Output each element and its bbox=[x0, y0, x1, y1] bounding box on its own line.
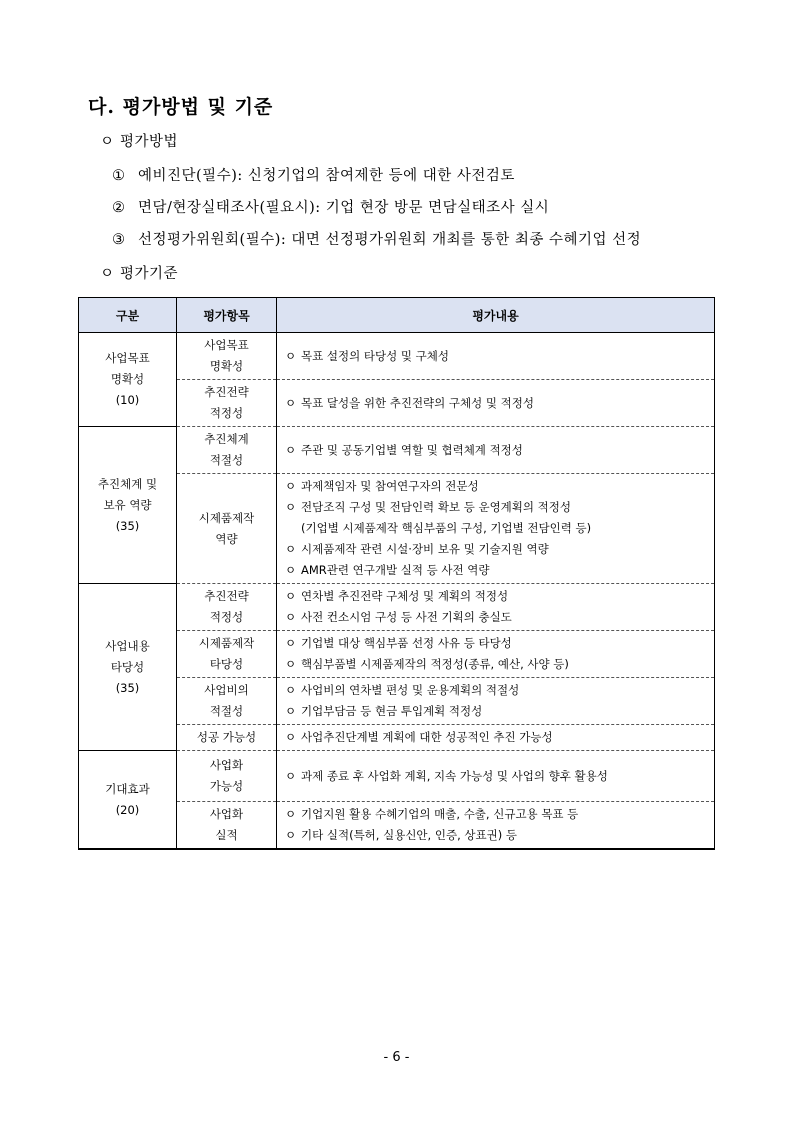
item-line: 타당성 bbox=[209, 657, 244, 671]
item-line: 사업화 bbox=[209, 758, 244, 772]
table-header-row bbox=[79, 298, 715, 333]
item-cell bbox=[177, 333, 277, 380]
item-cell bbox=[177, 380, 277, 427]
bullet-mark: ㅇ bbox=[285, 500, 297, 514]
content-line: ㅇ 목표 달성을 위한 추진전략의 구체성 및 적정성 bbox=[285, 393, 706, 414]
category-line: 사업목표 bbox=[105, 351, 150, 365]
category-score: (20) bbox=[115, 802, 140, 817]
bullet-mark: ㅇ bbox=[285, 828, 297, 842]
bullet-mark: ㅇ bbox=[285, 479, 297, 493]
item-line: 적절성 bbox=[209, 453, 244, 467]
method-title-text: 평가방법 bbox=[120, 134, 179, 150]
item-line: 성공 가능성 bbox=[196, 730, 257, 744]
content-line: ㅇ 목표 설정의 타당성 및 구체성 bbox=[285, 346, 706, 367]
content-line: ㅇ 기업별 대상 핵심부품 선정 사유 등 타당성 bbox=[285, 633, 706, 654]
content-line: ㅇ 과제 종료 후 사업화 계획, 지속 가능성 및 사업의 향후 활용성 bbox=[285, 766, 706, 787]
bullet-mark: ㅇ bbox=[285, 563, 297, 577]
item-cell bbox=[177, 725, 277, 751]
method-item-2 bbox=[112, 196, 549, 217]
bullet-mark: ㅇ bbox=[285, 657, 297, 671]
bullet-mark: ㅇ bbox=[285, 442, 297, 457]
content-line: ㅇ 기타 실적(특허, 실용신안, 인증, 상표권) 등 bbox=[285, 825, 706, 846]
item-line: 사업비의 bbox=[204, 683, 249, 697]
content-cell bbox=[277, 427, 715, 474]
content-cell bbox=[277, 725, 715, 751]
content-cell bbox=[277, 474, 715, 584]
criteria-title-text: 평가기준 bbox=[120, 266, 179, 282]
item-line: 사업화 bbox=[209, 807, 244, 821]
content-line: ㅇ 전담조직 구성 및 전담인력 확보 등 운영계획의 적정성 bbox=[285, 497, 706, 518]
item-cell bbox=[177, 678, 277, 725]
item-cell bbox=[177, 751, 277, 802]
section-heading: 다. 평가방법 및 기준 bbox=[88, 96, 274, 118]
content-line: ㅇ 사업추진단계별 계획에 대한 성공적인 추진 가능성 bbox=[285, 727, 706, 748]
content-line: ㅇ 사업비의 연차별 편성 및 운용계획의 적절성 bbox=[285, 680, 706, 701]
category-cell bbox=[79, 584, 177, 751]
category-line: 기대효과 bbox=[105, 781, 150, 796]
item-cell bbox=[177, 474, 277, 584]
content-cell bbox=[277, 584, 715, 631]
item-cell bbox=[177, 631, 277, 678]
content-cell bbox=[277, 380, 715, 427]
content-line: ㅇ 사전 컨소시엄 구성 등 사전 기획의 충실도 bbox=[285, 607, 706, 628]
header-item: 평가항목 bbox=[177, 298, 277, 333]
bullet-mark: ㅇ bbox=[285, 768, 297, 783]
content-cell bbox=[277, 802, 715, 850]
criteria-title bbox=[100, 262, 178, 283]
item-line: 실적 bbox=[215, 828, 238, 842]
bullet-mark: ㅇ bbox=[285, 704, 297, 718]
bullet-mark: ㅇ bbox=[285, 542, 297, 556]
category-score: (35) bbox=[115, 680, 140, 695]
content-cell bbox=[277, 678, 715, 725]
category-line: 타당성 bbox=[110, 659, 145, 674]
content-line: ㅇ 과제책임자 및 참여연구자의 전문성 bbox=[285, 476, 706, 497]
bullet-mark: ㅇ bbox=[100, 266, 115, 282]
item-text: 예비진단(필수): 신청기업의 참여제한 등에 대한 사전검토 bbox=[138, 168, 515, 184]
item-text: 면담/현장실태조사(필요시): 기업 현장 방문 면담실태조사 실시 bbox=[138, 200, 550, 216]
content-cell bbox=[277, 631, 715, 678]
item-number: ① bbox=[112, 168, 126, 184]
evaluation-table bbox=[78, 297, 715, 850]
content-line: ㅇ 연차별 추진전략 구체성 및 계획의 적정성 bbox=[285, 586, 706, 607]
content-line: ㅇ 기업부담금 등 현금 투입계획 적정성 bbox=[285, 701, 706, 722]
content-line: ㅇ 기업지원 활용 수혜기업의 매출, 수출, 신규고용 목표 등 bbox=[285, 804, 706, 825]
table-row bbox=[79, 427, 715, 474]
bullet-mark: ㅇ bbox=[285, 610, 297, 624]
bullet-mark: ㅇ bbox=[285, 348, 297, 363]
item-line: 시제품제작 bbox=[198, 510, 255, 525]
page-number: - 6 - bbox=[383, 1050, 410, 1065]
item-line: 역량 bbox=[215, 531, 238, 546]
category-cell bbox=[79, 751, 177, 850]
content-line: ㅇ 핵심부품별 시제품제작의 적정성(종류, 예산, 사양 등) bbox=[285, 654, 706, 675]
bullet-mark: ㅇ bbox=[285, 636, 297, 650]
item-number: ② bbox=[112, 200, 126, 216]
method-item-3 bbox=[112, 228, 641, 249]
item-line: 시제품제작 bbox=[198, 636, 255, 650]
category-line: 사업내용 bbox=[105, 638, 150, 653]
item-number: ③ bbox=[112, 232, 126, 248]
item-line: 추진전략 bbox=[204, 385, 249, 399]
category-score: (10) bbox=[115, 393, 140, 407]
method-item-1 bbox=[112, 164, 515, 185]
table-row bbox=[79, 333, 715, 380]
content-cell bbox=[277, 333, 715, 380]
category-line: 보유 역량 bbox=[103, 497, 152, 512]
bullet-mark: ㅇ bbox=[285, 807, 297, 821]
item-cell bbox=[177, 584, 277, 631]
table-row bbox=[79, 751, 715, 802]
category-line: 명확성 bbox=[110, 372, 145, 386]
category-line: 추진체계 및 bbox=[97, 476, 158, 491]
category-cell bbox=[79, 333, 177, 427]
content-line: ㅇ AMR관련 연구개발 실적 등 사전 역량 bbox=[285, 560, 706, 581]
header-category: 구분 bbox=[79, 298, 177, 333]
content-line: ㅇ 주관 및 공동기업별 역할 및 협력체계 적정성 bbox=[285, 440, 706, 461]
category-cell bbox=[79, 427, 177, 584]
item-text: 선정평가위원회(필수): 대면 선정평가위원회 개최를 통한 최종 수혜기업 선정 bbox=[138, 232, 642, 248]
item-cell bbox=[177, 427, 277, 474]
table-row bbox=[79, 584, 715, 631]
category-score: (35) bbox=[115, 518, 140, 533]
bullet-mark: ㅇ bbox=[285, 395, 297, 410]
method-title bbox=[100, 130, 178, 151]
item-line: 사업목표 bbox=[204, 338, 249, 352]
item-line: 적정성 bbox=[209, 610, 244, 624]
item-cell bbox=[177, 802, 277, 850]
bullet-mark: ㅇ bbox=[100, 134, 115, 150]
bullet-mark: ㅇ bbox=[285, 589, 297, 603]
bullet-mark: ㅇ bbox=[285, 730, 297, 744]
item-line: 적정성 bbox=[209, 406, 244, 420]
content-line: ㅇ 시제품제작 관련 시설·장비 보유 및 기술지원 역량 bbox=[285, 539, 706, 560]
bullet-mark: ㅇ bbox=[285, 683, 297, 697]
item-line: 명확성 bbox=[209, 359, 244, 373]
item-line: 추진전략 bbox=[204, 589, 249, 603]
item-line: 적절성 bbox=[209, 704, 244, 718]
item-line: 가능성 bbox=[209, 779, 244, 793]
content-line: (기업별 시제품제작 핵심부품의 구성, 기업별 전담인력 등) bbox=[301, 521, 592, 535]
item-line: 추진체계 bbox=[204, 432, 249, 446]
header-content: 평가내용 bbox=[277, 298, 715, 333]
content-cell bbox=[277, 751, 715, 802]
